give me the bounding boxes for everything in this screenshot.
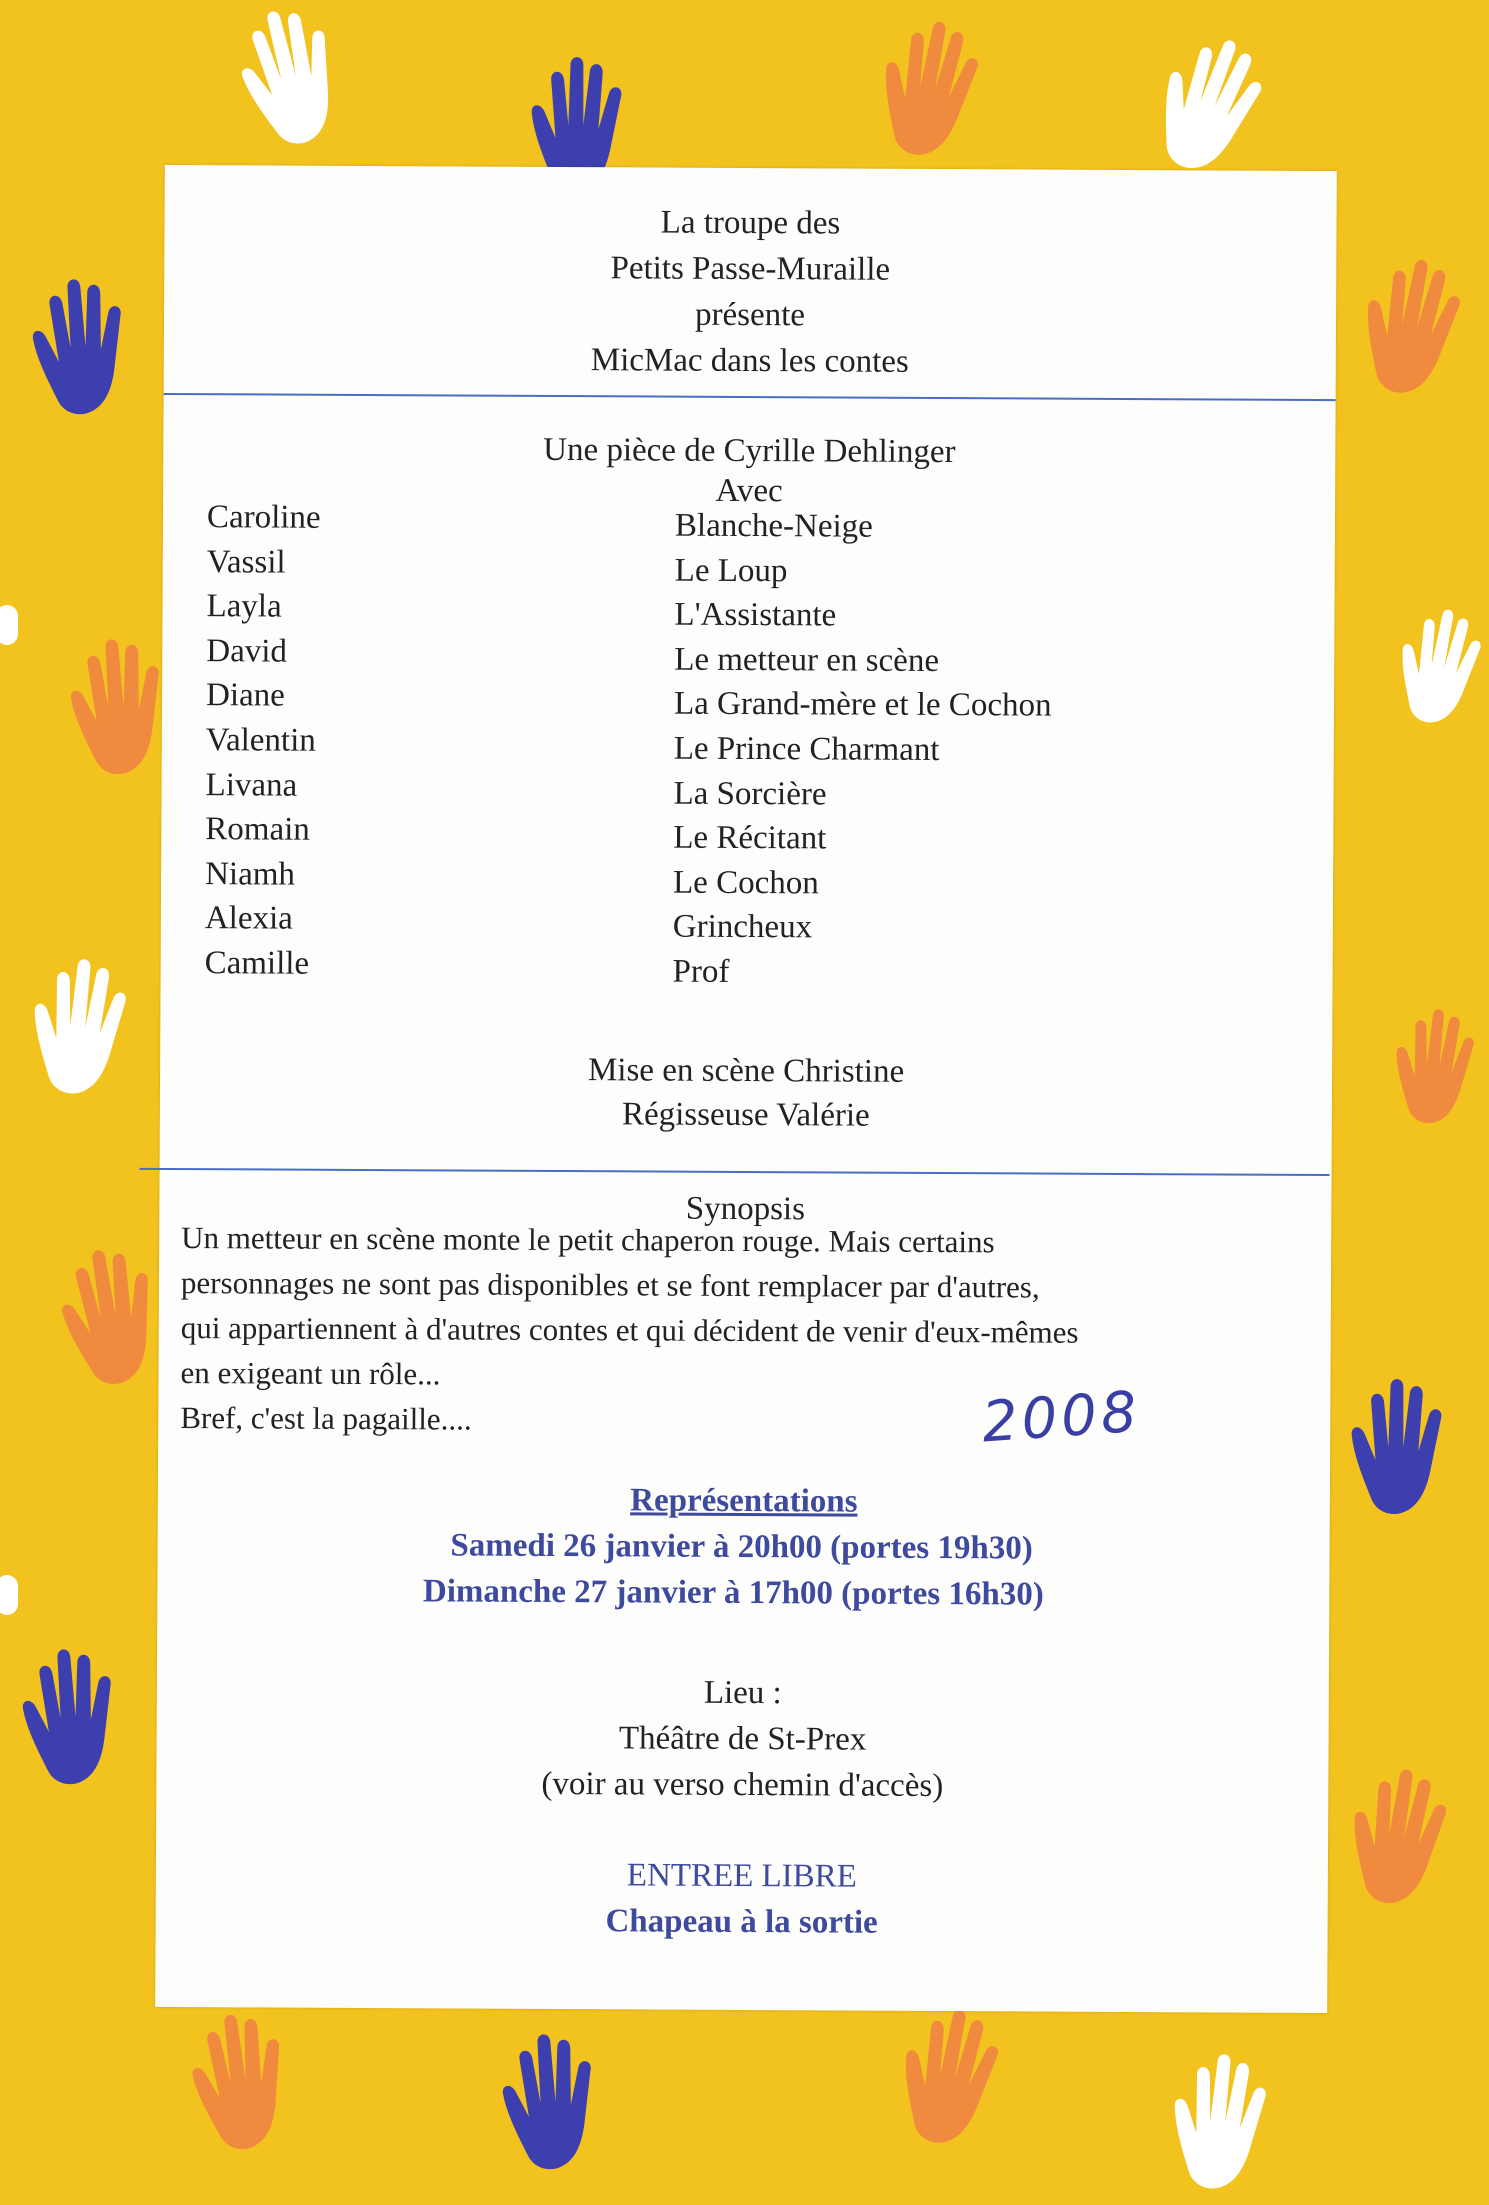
handprint-icon [1379, 986, 1489, 1144]
performances-title: Représentations [630, 1482, 858, 1520]
role-name: Prof [672, 953, 730, 990]
handprint-icon [4, 1635, 137, 1795]
handprint-icon [484, 2020, 617, 2180]
actor-name: David [206, 632, 288, 670]
synopsis-title: Synopsis [685, 1190, 806, 1228]
handprint-icon [878, 1991, 1022, 2160]
actor-name: Livana [205, 766, 298, 804]
role-list [672, 504, 1052, 997]
handwritten-year: 2008 [979, 1379, 1143, 1456]
handprint-icon [213, 0, 368, 163]
venue-label: Lieu : [703, 1674, 782, 1712]
handprint-icon [14, 265, 147, 425]
role-name: Le Récitant [673, 819, 827, 857]
synopsis-line: Bref, c'est la pagaille.... [180, 1400, 472, 1437]
actor-name: Layla [206, 588, 282, 625]
role-name: Blanche-Neige [674, 507, 873, 545]
with-label: Avec [715, 472, 783, 510]
hat-collection: Chapeau à la sortie [605, 1903, 878, 1941]
performance-date: Samedi 26 janvier à 20h00 (portes 19h30) [450, 1527, 1033, 1567]
venue-name: Théâtre de St-Prex [618, 1720, 867, 1758]
synopsis-line: personnages ne sont pas disponibles et se font remplacer par d'autres, [180, 1265, 1040, 1305]
synopsis-text [180, 1215, 1311, 1446]
role-name: Le metteur en scène [674, 641, 940, 679]
actor-name: Niamh [205, 855, 296, 893]
divider-top [164, 393, 1336, 401]
handprint-icon [858, 3, 1002, 172]
role-name: L'Assistante [674, 596, 837, 634]
venue-note: (voir au verso chemin d'accès) [541, 1765, 944, 1805]
handprint-icon [1154, 2040, 1287, 2200]
handprint-icon [1128, 12, 1292, 194]
entry-free: ENTREE LIBRE [626, 1857, 858, 1895]
author-line: Une pièce de Cyrille Dehlinger [543, 431, 956, 471]
director-line: Mise en scène Christine [587, 1052, 905, 1090]
role-name: Le Cochon [672, 864, 819, 902]
role-name: La Sorcière [673, 775, 827, 812]
header-line-1: La troupe des [660, 204, 841, 242]
actor-name: Valentin [205, 722, 316, 759]
header-line-2: Petits Passe-Muraille [610, 250, 891, 288]
actor-name: Alexia [204, 900, 293, 937]
performance-date: Dimanche 27 janvier à 17h00 (portes 16h30) [422, 1573, 1044, 1613]
actor-name: Diane [205, 677, 285, 714]
divider-middle [140, 1168, 1330, 1176]
handprint-icon [170, 1997, 310, 2162]
actor-name: Romain [205, 811, 310, 848]
handprint-icon [1378, 582, 1489, 747]
punch-hole-top [0, 605, 18, 645]
play-title: MicMac dans les contes [590, 342, 909, 380]
actor-name: Caroline [206, 499, 321, 536]
actor-name: Vassil [206, 543, 286, 581]
actor-list [205, 495, 321, 986]
handprint-icon [1324, 1752, 1474, 1919]
synopsis-line: en exigeant un rôle... [180, 1355, 441, 1392]
role-name: Grincheux [672, 908, 813, 946]
handprint-icon [1338, 1370, 1458, 1520]
synopsis-line: Un metteur en scène monte le petit chaperon rouge. Mais certains [181, 1220, 995, 1260]
stage-manager-line: Régisseuse Valérie [621, 1096, 870, 1134]
program-sheet [155, 165, 1337, 2013]
role-name: Le Prince Charmant [673, 730, 940, 768]
role-name: Le Loup [674, 552, 788, 589]
header-line-3: présente [694, 296, 806, 334]
punch-hole-bottom [0, 1575, 18, 1615]
role-name: La Grand-mère et le Cochon [673, 685, 1052, 724]
synopsis-line: qui appartiennent à d'autres contes et qui décident de venir d'eux-mêmes [180, 1310, 1079, 1350]
handprint-icon [1340, 241, 1484, 410]
handprint-icon [14, 945, 147, 1105]
actor-name: Camille [204, 945, 310, 982]
